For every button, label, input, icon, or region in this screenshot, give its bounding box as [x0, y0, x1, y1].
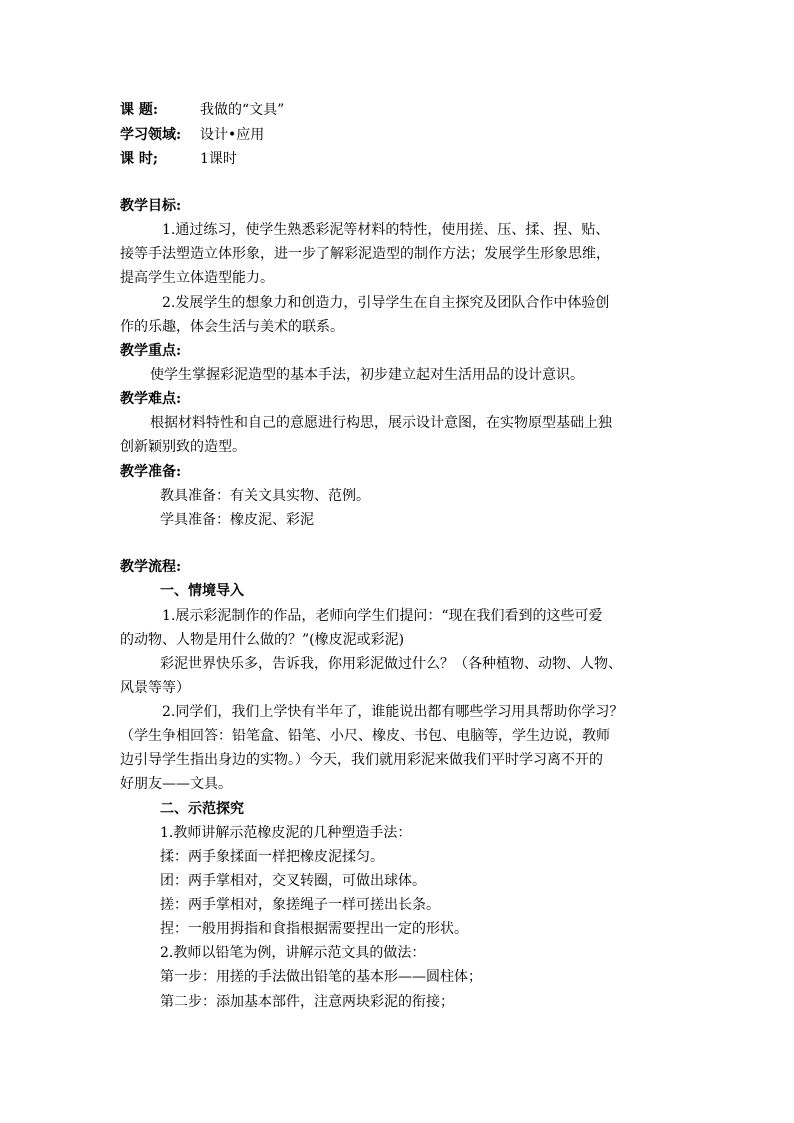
objective-1-line-1: 1.通过练习，使学生熟悉彩泥等材料的特性，使用搓、压、揉、捏、贴、	[162, 222, 610, 238]
section-2-line-1: 1.教师讲解示范橡皮泥的几种塑造手法：	[160, 825, 412, 841]
field-value: 设计•应用	[200, 127, 265, 143]
section-2-line-4: 搓：两手掌相对，象搓绳子一样可搓出长条。	[160, 897, 440, 913]
key-points-text: 使学生掌握彩泥造型的基本手法，初步建立起对生活用品的设计意识。	[150, 367, 584, 383]
section-2-title: 二、示范探究	[160, 801, 244, 817]
section-1-p1-line-1: 1.展示彩泥制作的作品，老师向学生们提问：“现在我们看到的这些可爱	[162, 608, 603, 624]
objectives-heading: 教学目标:	[120, 198, 182, 214]
objective-2-line-1: 2.发展学生的想象力和创造力，引导学生在自主探究及团队合作中体验创	[162, 295, 610, 311]
section-2-line-7: 第一步：用搓的手法做出铅笔的基本形——圆柱体；	[160, 969, 482, 985]
objective-2-line-2: 作的乐趣，体会生活与美术的联系。	[120, 319, 344, 335]
process-heading: 教学流程:	[120, 559, 182, 575]
section-2-line-3: 团：两手掌相对，交叉转圈，可做出球体。	[160, 873, 426, 889]
section-1-p3-line-4: 好朋友——文具。	[120, 776, 232, 792]
section-1-p2-line-1: 彩泥世界快乐多，告诉我，你用彩泥做过什么？（各种植物、动物、人物、	[160, 656, 622, 672]
preparation-heading: 教学准备:	[120, 464, 182, 480]
topic-row	[120, 101, 690, 119]
field-row	[120, 126, 690, 144]
section-2-line-2: 揉：两手象揉面一样把橡皮泥揉匀。	[160, 849, 384, 865]
difficulties-line-1: 根据材料特性和自己的意愿进行构思，展示设计意图，在实物原型基础上独	[150, 415, 612, 431]
section-1-p3-line-1: 2.同学们，我们上学快有半年了，谁能说出都有哪些学习用具帮助你学习？	[162, 704, 624, 720]
difficulties-line-2: 创新颖别致的造型。	[120, 439, 246, 455]
time-value: 1课时	[200, 151, 237, 167]
difficulties-heading: 教学难点:	[120, 391, 182, 407]
time-row	[120, 150, 690, 168]
key-points-heading: 教学重点:	[120, 343, 182, 359]
section-2-line-8: 第二步：添加基本部件，注意两块彩泥的衔接；	[160, 994, 454, 1010]
teacher-preparation: 教具准备：有关文具实物、范例。	[160, 488, 370, 504]
topic-label: 课 题:	[120, 102, 159, 118]
objective-1-line-3: 提高学生立体造型能力。	[120, 270, 274, 286]
topic-value: 我做的“文具”	[200, 102, 285, 118]
time-label: 课 时;	[120, 151, 159, 167]
field-label: 学习领域:	[120, 127, 182, 143]
section-1-p3-line-2: （学生争相回答：铅笔盒、铅笔、小尺、橡皮、书包、电脑等，学生边说，教师	[120, 728, 610, 744]
section-1-title: 一、情境导入	[160, 583, 244, 599]
section-1-p1-line-2: 的动物、人物是用什么做的？”(橡皮泥或彩泥)	[120, 632, 405, 648]
section-2-line-5: 捏：一般用拇指和食指根据需要捏出一定的形状。	[160, 921, 468, 937]
section-2-line-6: 2.教师以铅笔为例，讲解示范文具的做法：	[160, 945, 426, 961]
section-1-p2-line-2: 风景等等）	[120, 680, 190, 696]
student-preparation: 学具准备：橡皮泥、彩泥	[160, 512, 314, 528]
section-1-p3-line-3: 边引导学生指出身边的实物。）今天，我们就用彩泥来做我们平时学习离不开的	[120, 752, 603, 768]
objective-1-line-2: 接等手法塑造立体形象，进一步了解彩泥造型的制作方法；发展学生形象思维，	[120, 246, 610, 262]
